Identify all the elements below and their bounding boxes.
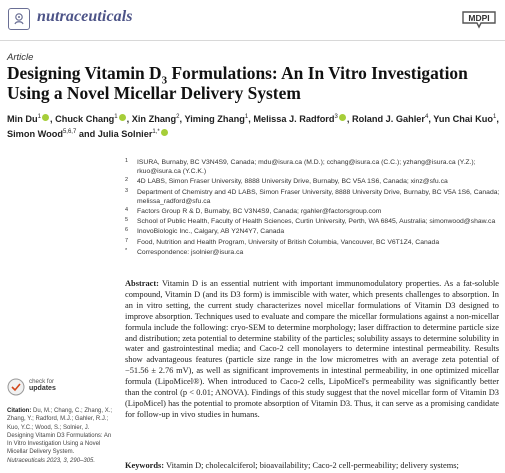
affiliation-number: 3 (125, 187, 129, 194)
author-separator: , (179, 114, 185, 125)
author[interactable] (352, 114, 428, 124)
author-affiliation-sup: 5,6,7 (62, 129, 77, 136)
affiliation-item (125, 188, 501, 206)
title-part-2: Formulations: An In Vitro Investigation Using a Novel Micellar Delivery System (7, 63, 468, 103)
author-name[interactable]: Yiming Zhang (184, 114, 245, 125)
author[interactable] (253, 114, 347, 124)
author-separator: , (428, 114, 434, 125)
author-name[interactable]: Min Du (7, 114, 38, 125)
affiliation-item (125, 158, 501, 176)
author-affiliation-sup: 1 (244, 114, 249, 120)
updates-icon (7, 378, 25, 396)
affiliation-number: * (125, 247, 128, 254)
updates-line-2: updates (29, 385, 56, 392)
author-separator: , (496, 114, 499, 125)
author[interactable] (7, 129, 76, 139)
author-list (7, 111, 501, 141)
affiliation-number: 4 (125, 207, 129, 214)
affiliation-item (125, 177, 501, 186)
author-affiliation-sup: 3 (334, 114, 338, 120)
journal-name[interactable]: nutraceuticals (37, 8, 133, 25)
author-name[interactable]: Julia Solnier (97, 129, 153, 140)
author-name[interactable]: Yun Chai Kuo (433, 114, 493, 125)
citation-label: Citation: (7, 408, 32, 414)
affiliation-item (125, 238, 501, 247)
affiliation-text: Correspondence: jsolnier@isura.ca (137, 248, 244, 256)
affiliation-number: 7 (125, 237, 129, 244)
abstract-text: Vitamin D is an essential nutrient with important immunomodulatory properties. As a fat-soluble compound, Vitamin D (and its D3 form) is immiscible with water, which presents challenges to absorption. In an in vitro setting, the current study characterizes novel micellar formulations of Vitamin D3 designed to improve absorption. Techniques used to evaluate and compare the micellar formulations against a non-micellar formula include the following: cryo-SEM to determine morphology; laser diffraction to determine particle size and distribution; zeta potential to determine stability of the particles; solubility assays to determine solubility in water and gastrointestinal media; and Caco-2 cell monolayers to determine intestinal permeability. Results show advantageous features (particle size range in the low micrometres with an average zeta potential of −51.56 ± 2.76 mV), as well as significant improvements in intestinal permeability, in one optimized micellar formula (LipoMicel®). When introduced to Caco-2 cells, LipoMicel's permeability was significantly better than the control (p < 0.01; ANOVA). Findings of this study suggest that the novel micellar form of Vitamin D3 (LipoMicel) has the potential to promote absorption of Vitamin D3. Thus, it can serve as a promising candidate for follow-up in vivo studies in humans. (125, 279, 499, 419)
affiliation-item (125, 227, 501, 236)
author-affiliation-sup: 2 (176, 114, 180, 120)
svg-text:MDPI: MDPI (468, 13, 490, 23)
affiliation-item (125, 248, 501, 257)
affiliation-text: InovoBiologic Inc., Calgary, AB Y2N4Y7, Canada (137, 228, 285, 236)
article-type: Article (7, 52, 34, 63)
citation-text: Du, M.; Chang, C.; Zhang, X.; Zhang, Y.; Radford, M.J.; Gahler, R.J.; Kuo, Y.C.; Wood, S.; Solnier, J. Designing Vitamin D3 Formulations: An In Vitro Investigation Using a Novel Micellar Delivery System. (7, 408, 113, 456)
affiliation-text: 4D LABS, Simon Fraser University, 8888 University Drive, Burnaby, BC V5A 1S6, Canada; xinz@sfu.ca (137, 178, 448, 186)
publisher-logo[interactable] (461, 9, 497, 29)
author-affiliation-sup: 4 (424, 114, 429, 120)
author-name[interactable]: Melissa J. Radford (253, 114, 335, 125)
affiliation-text: Department of Chemistry and 4D LABS, Simon Fraser University, 8888 University Drive, Burnaby, BC V5A 1S6, Canada; melissa_radford@sfu.ca (137, 188, 500, 205)
affiliation-text: Factors Group R & D, Burnaby, BC V3N4S9, Canada; rgahler@factorsgroup.com (137, 208, 382, 216)
author-name[interactable]: Roland J. Gahler (351, 114, 425, 125)
journal-header (0, 0, 505, 36)
author[interactable] (7, 114, 50, 124)
author-affiliation-sup: 1 (114, 114, 118, 120)
affiliation-text: ISURA, Burnaby, BC V3N4S9, Canada; mdu@isura.ca (M.D.); cchang@isura.ca (C.C.); yzhang@isura.ca (Y.Z.); rkuo@isura.ca (Y.C.K.) (137, 159, 476, 176)
author-affiliation-sup: 1,* (152, 129, 160, 136)
author-name[interactable]: Xin Zhang (131, 114, 177, 125)
keywords-label: Keywords: (125, 461, 165, 470)
title-part-1: Designing Vitamin D (7, 63, 162, 83)
citation-journal: Nutraceuticals 2023, 3, 290–305. (7, 457, 96, 464)
author-separator: , (126, 114, 132, 125)
affiliation-item (125, 207, 501, 216)
orcid-icon[interactable] (42, 114, 49, 121)
affiliation-text: Food, Nutrition and Health Program, University of British Columbia, Vancouver, BC V6T1Z4, Canada (137, 238, 440, 246)
check-for-updates-badge[interactable] (7, 378, 57, 400)
title-subscript: 3 (161, 74, 168, 87)
author-separator: , (248, 114, 254, 125)
updates-line-1: check for (29, 378, 55, 385)
orcid-icon[interactable] (339, 114, 346, 121)
author[interactable] (98, 129, 169, 139)
orcid-icon[interactable] (161, 129, 168, 136)
author-separator: and (76, 129, 98, 140)
author[interactable] (55, 114, 127, 124)
abstract (125, 279, 499, 421)
updates-label (29, 378, 56, 392)
citation-block (7, 407, 113, 465)
orcid-icon[interactable] (119, 114, 126, 121)
author-name[interactable]: Chuck Chang (55, 114, 115, 125)
keywords-text: Vitamin D; cholecalciferol; bioavailability; Caco-2 cell-permeability; delivery systems; (166, 461, 459, 470)
author[interactable] (132, 114, 180, 124)
header-divider (0, 40, 505, 41)
affiliation-number: 2 (125, 177, 129, 184)
author-separator: , (49, 114, 56, 125)
author-separator: , (346, 114, 352, 125)
keywords (125, 461, 501, 471)
abstract-label: Abstract: (125, 279, 159, 288)
author[interactable] (184, 114, 248, 124)
affiliation-item (125, 217, 501, 226)
affiliation-text: School of Public Health, Faculty of Health Sciences, Curtin University, Perth, WA 6845, Australia; simonwood@shaw.ca (137, 218, 496, 226)
author-name[interactable]: Simon Wood (7, 129, 63, 140)
article-title (7, 63, 501, 103)
author[interactable] (433, 114, 496, 124)
affiliations-list (125, 158, 501, 258)
author-affiliation-sup: 1 (37, 114, 41, 120)
affiliation-number: 5 (125, 217, 129, 224)
affiliation-number: 1 (125, 158, 129, 164)
affiliation-number: 6 (125, 227, 129, 234)
journal-logo-icon (8, 8, 30, 30)
author-affiliation-sup: 1 (492, 114, 497, 120)
